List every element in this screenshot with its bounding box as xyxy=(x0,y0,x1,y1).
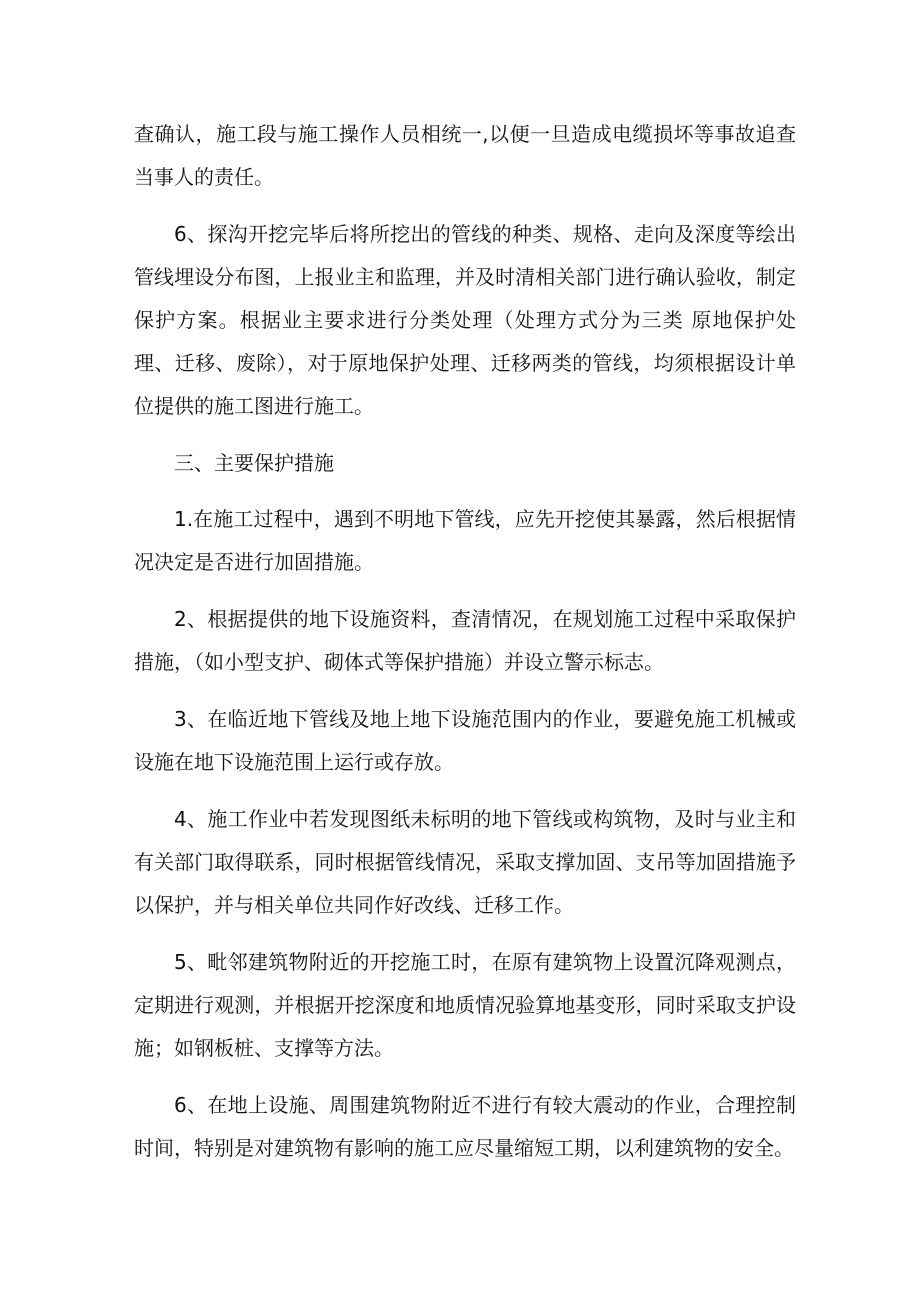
measure-item-1: 1.在施工过程中，遇到不明地下管线，应先开挖使其暴露，然后根据情况决定是否进行加固措施。 xyxy=(134,507,796,574)
measure-item-4: 4、施工作业中若发现图纸未标明的地下管线或构筑物，及时与业主和有关部门取得联系，同时根据管线情况，采取支撑加固、支吊等加固措施予以保护，并与相关单位共同作好改线、迁移工作。 xyxy=(134,807,796,917)
measure-item-2: 2、根据提供的地下设施资料，查清情况，在规划施工过程中采取保护措施，（如小型支护、砌体式等保护措施）并设立警示标志。 xyxy=(134,607,796,674)
measure-item-6: 6、在地上设施、周围建筑物附近不进行有较大震动的作业，合理控制时间，特别是对建筑物有影响的施工应尽量缩短工期，以利建筑物的安全。 xyxy=(134,1093,796,1160)
document-body xyxy=(134,113,796,1184)
measure-item-5: 5、毗邻建筑物附近的开挖施工时，在原有建筑物上设置沉降观测点，定期进行观测，并根据开挖深度和地质情况验算地基变形，同时采取支护设施；如钢板桩、支撑等方法。 xyxy=(134,950,796,1060)
section-heading: 三、主要保护措施 xyxy=(174,451,334,475)
paragraph-survey-results: 6、探沟开挖完毕后将所挖出的管线的种类、规格、走向及深度等绘出管线埋设分布图，上报业主和监理，并及时清相关部门进行确认验收，制定保护方案。根据业主要求进行分类处理（处理方式分为三类 原地保护处理、迁移、废除），对于原地保护处理、迁移两类的管线，均须根据设计单位提供的施工图进行施工。 xyxy=(134,222,796,418)
paragraph-continued: 查确认，施工段与施工操作人员相统一,以便一旦造成电缆损坏等事故追查当事人的责任。 xyxy=(134,122,796,189)
measure-item-3: 3、在临近地下管线及地上地下设施范围内的作业，要避免施工机械或设施在地下设施范围上运行或存放。 xyxy=(134,707,796,774)
